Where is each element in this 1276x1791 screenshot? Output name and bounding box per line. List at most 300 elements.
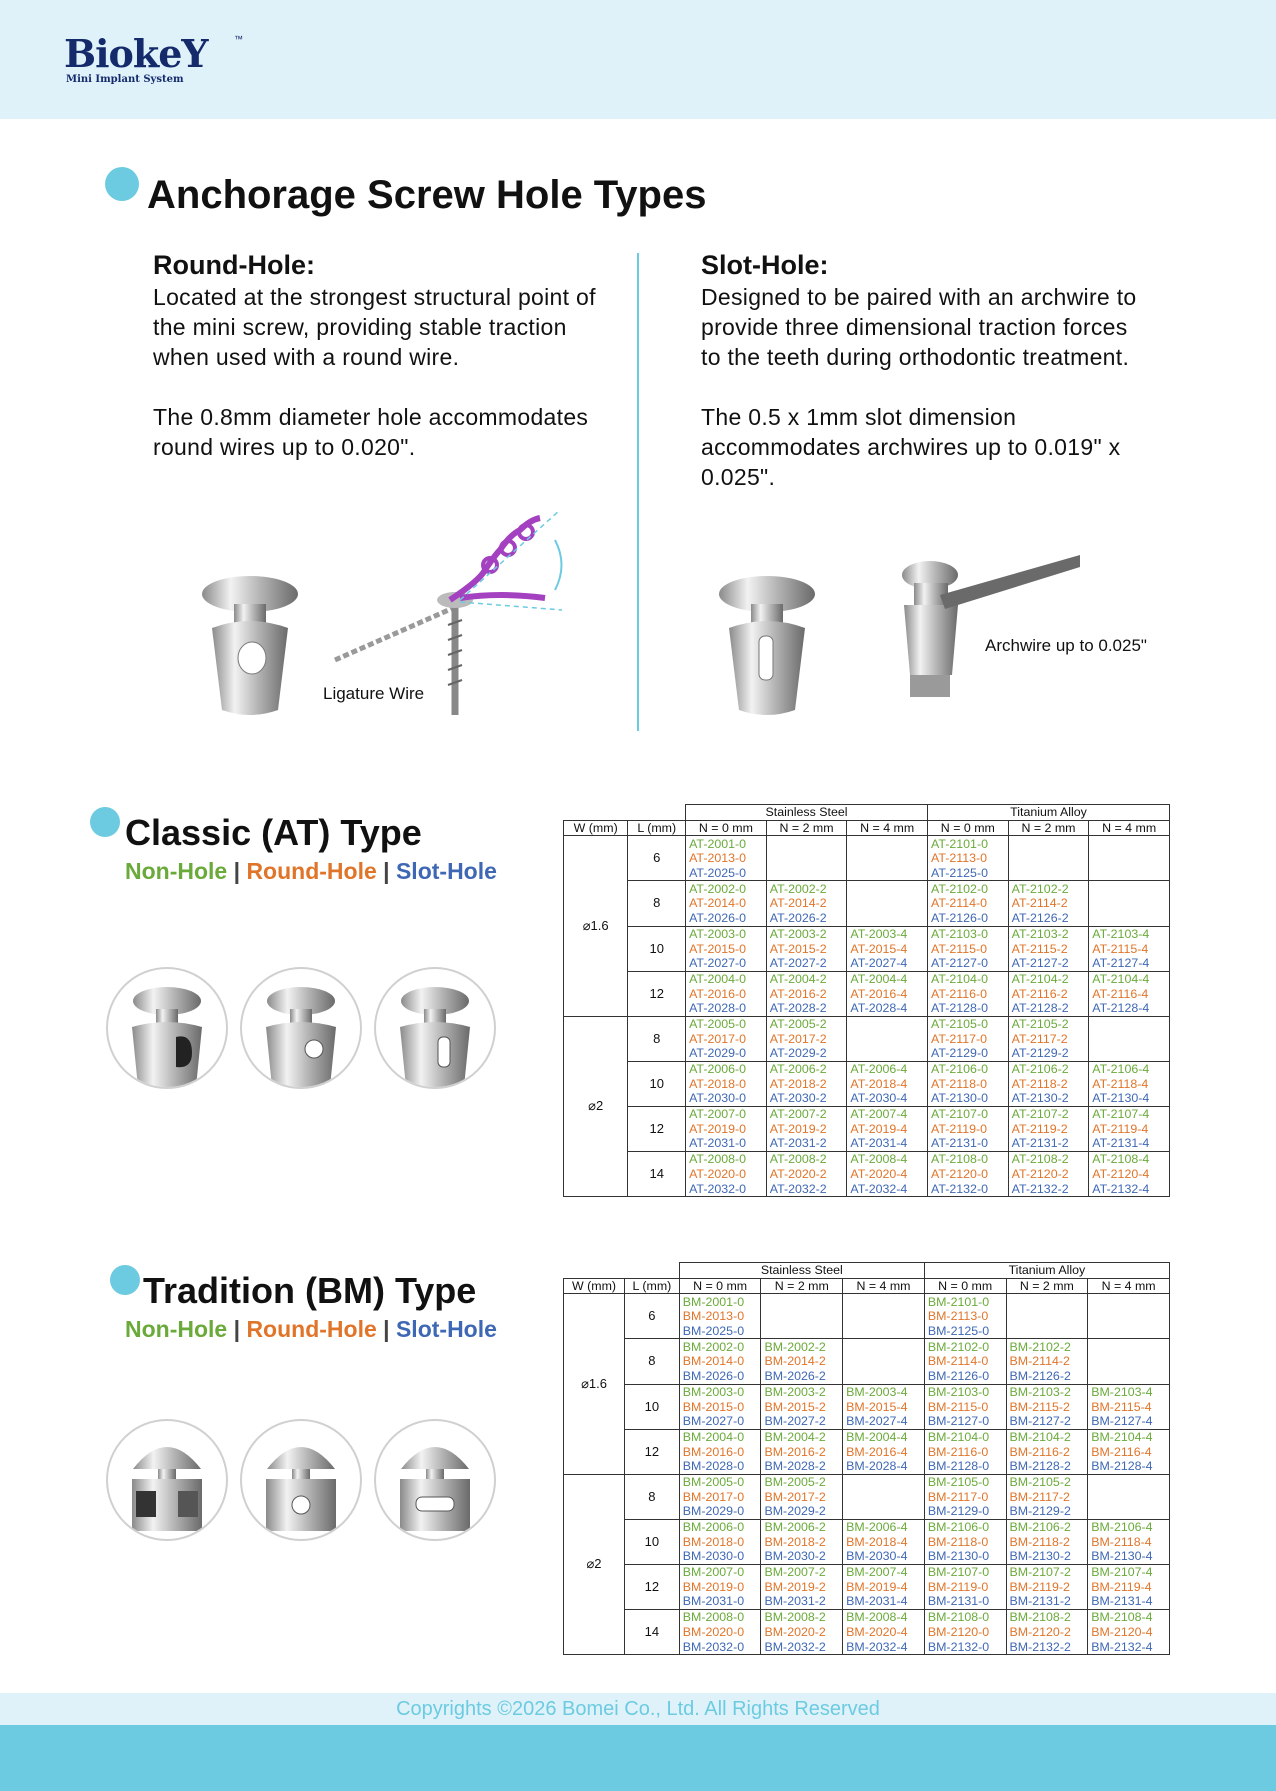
part-prefix: AT [1092,1091,1107,1106]
part-prefix: BM [927,1339,947,1354]
legend-round-hole: Round-Hole [246,1316,377,1342]
part-number-cell: BM-2030-0 [679,1549,761,1564]
part-prefix: AT [1092,1152,1107,1167]
column-header: N = 0 mm [928,820,1009,836]
part-prefix: BM [682,1624,702,1639]
part-code: 2004-4 [868,971,908,986]
part-number-cell [1008,836,1089,851]
part-code: 2016-2 [788,986,827,1001]
part-code: 2125-0 [950,1324,990,1339]
part-code: 2107-0 [950,1565,990,1580]
part-code: 2103-2 [1032,1384,1071,1399]
part-code: 2016-0 [707,986,747,1001]
part-code: 2003-2 [788,926,827,941]
part-number-cell [843,1504,925,1519]
part-prefix: BM [764,1384,784,1399]
part-number-cell: BM-2016-4 [843,1444,925,1459]
part-number-cell [766,836,847,851]
part-number-cell [1088,1294,1170,1309]
part-code: 2104-0 [949,971,988,986]
part-code: 2015-4 [868,1399,908,1414]
part-number-cell: AT-2002-0 [686,881,767,896]
part-code: 2026-0 [707,911,747,926]
part-number-cell: AT-2116-0 [928,986,1009,1001]
table-row [564,1429,1170,1444]
part-number-cell: BM-2029-0 [679,1504,761,1519]
column-header: N = 0 mm [679,1278,761,1294]
part-number-cell: BM-2130-4 [1088,1549,1170,1564]
table-row [564,1474,1170,1489]
part-number-cell [761,1309,843,1324]
slot-hole-title: Slot-Hole: [701,250,829,280]
part-prefix: BM [1009,1459,1029,1474]
part-code: 2002-0 [707,881,747,896]
logo-trademark: ™ [234,34,243,44]
part-prefix: AT [689,881,704,896]
part-number-cell [1008,866,1089,881]
part-prefix: AT [1092,971,1107,986]
part-prefix: BM [927,1549,947,1564]
part-code: 2032-2 [788,1181,827,1196]
part-prefix: BM [764,1504,784,1519]
part-code: 2019-2 [788,1121,827,1136]
part-prefix: BM [1091,1565,1110,1580]
part-prefix: BM [1091,1459,1110,1474]
part-prefix: AT [1092,1001,1107,1016]
part-code: 2106-2 [1032,1520,1071,1535]
part-code: 2115-0 [950,1399,989,1414]
part-number-cell [843,1294,925,1309]
part-code: 2103-0 [949,926,988,941]
part-prefix: BM [682,1459,702,1474]
part-prefix: BM [764,1639,784,1654]
part-number-cell: BM-2018-2 [761,1534,843,1549]
slot-hole-paragraph-2: The 0.5 x 1mm slot dimension accommodates archwires up to 0.019" x 0.025". [701,404,1121,490]
part-prefix: AT [689,1107,704,1122]
part-prefix: BM [682,1414,702,1429]
part-number-cell: BM-2025-0 [679,1324,761,1339]
part-number-cell: BM-2129-0 [924,1504,1006,1519]
column-header: L (mm) [628,820,686,836]
legend-non-hole: Non-Hole [125,1316,228,1342]
part-code: 2126-2 [1030,911,1069,926]
at-non-hole-image [106,967,228,1089]
part-number-cell [843,1369,925,1384]
part-code: 2018-0 [705,1534,745,1549]
part-prefix: BM [682,1534,702,1549]
part-prefix: AT [850,956,865,971]
part-prefix: BM [927,1474,947,1489]
part-prefix: BM [682,1309,702,1324]
part-number-cell: AT-2019-0 [686,1121,767,1136]
part-number-cell: BM-2130-0 [924,1549,1006,1564]
part-number-cell: BM-2020-0 [679,1625,761,1640]
part-code: 2115-2 [1030,941,1068,956]
part-code: 2120-4 [1110,1166,1150,1181]
part-code: 2130-0 [949,1091,988,1106]
part-prefix: BM [927,1309,947,1324]
part-number-cell [1088,1339,1170,1354]
part-prefix: BM [764,1610,784,1625]
part-prefix: AT [689,836,704,851]
part-number-cell [847,866,928,881]
part-prefix: AT [931,1016,946,1031]
part-prefix: AT [1092,1121,1107,1136]
part-prefix: AT [689,866,704,881]
table-row [564,1519,1170,1534]
part-number-cell: AT-2020-2 [766,1167,847,1182]
part-code: 2020-2 [788,1166,827,1181]
part-code: 2118-0 [949,1076,988,1091]
part-prefix: AT [931,1031,946,1046]
part-code: 2129-2 [1032,1504,1071,1519]
part-code: 2029-0 [707,1046,747,1061]
part-prefix: BM [1009,1565,1029,1580]
part-code: 2005-0 [705,1474,745,1489]
part-code: 2006-4 [868,1062,908,1077]
part-number-cell: AT-2117-0 [928,1031,1009,1046]
part-prefix: AT [1092,986,1107,1001]
table-row [564,1106,1170,1121]
part-code: 2015-2 [787,1399,826,1414]
part-number-cell: AT-2003-0 [686,926,767,941]
part-number-cell: AT-2005-0 [686,1016,767,1031]
part-number-cell [1006,1309,1088,1324]
part-number-cell: AT-2005-2 [766,1016,847,1031]
part-code: 2006-0 [707,1062,747,1077]
part-prefix: BM [764,1565,784,1580]
part-number-cell: BM-2104-2 [1006,1429,1088,1444]
part-prefix: BM [927,1639,947,1654]
part-number-cell: BM-2018-4 [843,1534,925,1549]
part-code: 2120-2 [1030,1166,1069,1181]
part-number-cell: BM-2018-0 [679,1534,761,1549]
slot-hole-description [701,282,1151,522]
part-prefix: AT [769,1062,784,1077]
part-number-cell: BM-2130-2 [1006,1549,1088,1564]
part-number-cell: AT-2118-2 [1008,1076,1089,1091]
part-prefix: BM [927,1324,947,1339]
part-number-cell: AT-2115-0 [928,941,1009,956]
part-number-cell: AT-2131-0 [928,1136,1009,1151]
part-prefix: AT [769,1107,784,1122]
part-prefix: AT [850,1121,865,1136]
bm-non-hole-image [106,1419,228,1541]
part-code: 2020-0 [705,1624,745,1639]
part-number-cell: AT-2119-2 [1008,1121,1089,1136]
part-code: 2105-0 [949,1016,988,1031]
part-prefix: BM [682,1594,702,1609]
part-code: 2105-0 [950,1474,990,1489]
part-prefix: BM [846,1639,865,1654]
part-code: 2019-2 [787,1579,826,1594]
part-number-cell: BM-2131-2 [1006,1594,1088,1609]
part-code: 2019-4 [868,1121,908,1136]
part-prefix: AT [850,1181,865,1196]
round-hole-paragraph-1: Located at the strongest structural point of the mini screw, providing stable traction when used with a round wire. [153,284,596,370]
part-code: 2113-0 [950,1309,989,1324]
part-prefix: AT [1011,1152,1026,1167]
part-prefix: BM [682,1504,702,1519]
part-code: 2004-4 [868,1429,908,1444]
part-prefix: AT [769,881,784,896]
part-number-cell: BM-2106-0 [924,1519,1006,1534]
table-row [564,1609,1170,1624]
part-number-cell: AT-2027-0 [686,956,767,971]
part-number-cell: BM-2117-2 [1006,1489,1088,1504]
part-number-cell: AT-2103-4 [1089,926,1170,941]
part-code: 2006-4 [868,1520,908,1535]
length-cell: 14 [625,1609,680,1654]
part-code: 2030-2 [788,1091,827,1106]
part-number-cell [1006,1294,1088,1309]
part-number-cell: AT-2015-0 [686,941,767,956]
column-header: N = 2 mm [1008,820,1089,836]
part-prefix: BM [927,1459,947,1474]
part-number-cell [843,1489,925,1504]
section-bullet-icon [110,1265,140,1295]
part-number-cell: AT-2015-4 [847,941,928,956]
part-number-cell: AT-2016-4 [847,986,928,1001]
part-number-cell [847,1046,928,1061]
part-code: 2115-4 [1113,1399,1152,1414]
part-prefix: AT [1092,926,1107,941]
part-number-cell: BM-2129-2 [1006,1504,1088,1519]
part-code: 2028-4 [868,1001,908,1016]
part-number-cell [843,1309,925,1324]
part-prefix: BM [764,1444,784,1459]
part-number-cell [1089,896,1170,911]
part-prefix: AT [931,1001,946,1016]
round-hole-screw-image [190,570,310,720]
part-code: 2130-0 [950,1549,990,1564]
part-number-cell [847,896,928,911]
part-number-cell [1008,851,1089,866]
length-cell: 10 [625,1519,680,1564]
part-code: 2031-4 [868,1594,908,1609]
part-number-cell: BM-2032-4 [843,1639,925,1654]
part-prefix: BM [846,1459,865,1474]
part-code: 2106-0 [950,1520,990,1535]
part-number-cell: AT-2032-2 [766,1181,847,1196]
part-prefix: AT [769,1121,784,1136]
part-prefix: BM [682,1639,702,1654]
part-code: 2131-0 [949,1136,988,1151]
part-prefix: AT [850,1062,865,1077]
part-prefix: AT [769,1091,784,1106]
part-number-cell: BM-2002-2 [761,1339,843,1354]
bm-type-title: Tradition (BM) Type [143,1270,477,1311]
part-number-cell: AT-2107-4 [1089,1106,1170,1121]
part-number-cell: BM-2008-0 [679,1609,761,1624]
part-code: 2018-4 [868,1076,908,1091]
part-number-cell: BM-2125-0 [924,1324,1006,1339]
part-number-cell: BM-2015-2 [761,1399,843,1414]
part-number-cell: AT-2120-2 [1008,1167,1089,1182]
part-number-cell [843,1339,925,1354]
part-code: 2030-4 [868,1091,908,1106]
part-number-cell: BM-2005-2 [761,1474,843,1489]
part-code: 2128-2 [1032,1459,1071,1474]
part-number-cell: AT-2032-0 [686,1181,767,1196]
part-number-cell: BM-2128-0 [924,1459,1006,1474]
part-prefix: AT [1011,986,1026,1001]
part-number-cell [1088,1324,1170,1339]
part-number-cell: BM-2014-0 [679,1354,761,1369]
part-number-cell: AT-2119-0 [928,1121,1009,1136]
part-number-cell [847,836,928,851]
part-prefix: AT [689,986,704,1001]
part-prefix: AT [769,956,784,971]
part-number-cell: AT-2106-2 [1008,1061,1089,1076]
part-code: 2119-2 [1032,1579,1070,1594]
part-number-cell: BM-2014-2 [761,1354,843,1369]
part-code: 2114-2 [1030,896,1068,911]
part-prefix: AT [850,941,865,956]
part-code: 2003-0 [705,1384,745,1399]
part-prefix: BM [1009,1520,1029,1535]
part-number-cell: AT-2026-0 [686,911,767,926]
header-titanium-alloy: Titanium Alloy [924,1263,1169,1279]
part-code: 2016-4 [868,986,908,1001]
part-number-cell: BM-2103-4 [1088,1384,1170,1399]
legend-slot-hole: Slot-Hole [395,858,497,884]
part-prefix: BM [1009,1639,1029,1654]
length-cell: 12 [628,1106,686,1151]
part-prefix: BM [927,1594,947,1609]
part-number-cell: AT-2104-2 [1008,971,1089,986]
part-prefix: AT [769,1181,784,1196]
part-code: 2104-2 [1032,1429,1071,1444]
part-number-cell: BM-2027-4 [843,1414,925,1429]
part-code: 2130-2 [1032,1549,1071,1564]
part-number-cell: BM-2120-4 [1088,1625,1170,1640]
part-code: 2017-0 [705,1489,745,1504]
part-code: 2027-4 [868,1414,908,1429]
legend-separator: | [383,1316,390,1342]
part-code: 2028-4 [868,1459,908,1474]
footer-band-dark [0,1725,1276,1791]
part-prefix: BM [1091,1384,1110,1399]
part-code: 2026-2 [788,911,827,926]
part-number-cell: AT-2132-2 [1008,1181,1089,1196]
part-prefix: AT [850,1152,865,1167]
at-legend [125,858,497,885]
part-prefix: BM [927,1610,947,1625]
part-prefix: AT [1092,1166,1107,1181]
width-cell: ⌀2 [564,1474,625,1654]
part-number-cell: BM-2118-4 [1088,1534,1170,1549]
table-row [564,836,1170,851]
part-prefix: AT [931,1152,946,1167]
part-prefix: AT [769,1016,784,1031]
part-number-cell: BM-2132-2 [1006,1639,1088,1654]
part-number-cell: BM-2132-4 [1088,1639,1170,1654]
part-number-cell: BM-2131-0 [924,1594,1006,1609]
part-code: 2118-4 [1110,1076,1149,1091]
part-code: 2106-2 [1030,1062,1069,1077]
part-code: 2003-0 [707,926,747,941]
part-number-cell: AT-2117-2 [1008,1031,1089,1046]
part-number-cell: BM-2016-2 [761,1444,843,1459]
part-number-cell: AT-2001-0 [686,836,767,851]
column-divider [637,253,639,731]
part-number-cell: AT-2003-4 [847,926,928,941]
part-number-cell: BM-2114-0 [924,1354,1006,1369]
part-prefix: BM [1009,1369,1029,1384]
part-code: 2028-2 [787,1459,826,1474]
length-cell: 6 [625,1294,680,1339]
part-code: 2004-0 [705,1429,745,1444]
part-number-cell: AT-2115-2 [1008,941,1089,956]
part-prefix: BM [1091,1429,1110,1444]
part-prefix: AT [769,1046,784,1061]
part-code: 2116-4 [1113,1444,1152,1459]
part-code: 2128-0 [950,1459,990,1474]
part-number-cell: BM-2030-2 [761,1549,843,1564]
part-prefix: BM [927,1520,947,1535]
part-code: 2018-2 [788,1076,827,1091]
part-code: 2125-0 [949,866,988,881]
part-code: 2115-0 [949,941,988,956]
length-cell: 10 [628,1061,686,1106]
part-prefix: AT [931,971,946,986]
part-number-cell: AT-2006-2 [766,1061,847,1076]
part-prefix: BM [764,1624,784,1639]
part-code: 2025-0 [707,866,747,881]
part-prefix: BM [846,1520,865,1535]
part-number-cell: BM-2116-0 [924,1444,1006,1459]
part-number-cell: AT-2032-4 [847,1181,928,1196]
part-prefix: AT [1011,1016,1026,1031]
part-number-cell: AT-2017-0 [686,1031,767,1046]
part-code: 2027-0 [705,1414,745,1429]
part-number-cell: BM-2132-0 [924,1639,1006,1654]
part-number-cell: AT-2115-4 [1089,941,1170,956]
part-number-cell [1006,1324,1088,1339]
part-number-cell [1088,1354,1170,1369]
part-code: 2101-0 [950,1294,990,1309]
part-prefix: BM [1009,1339,1029,1354]
part-code: 2118-2 [1032,1534,1070,1549]
part-number-cell: BM-2015-0 [679,1399,761,1414]
part-code: 2008-4 [868,1610,908,1625]
part-prefix: AT [931,1062,946,1077]
part-code: 2102-0 [950,1339,990,1354]
part-number-cell: AT-2128-2 [1008,1001,1089,1016]
part-number-cell: BM-2003-2 [761,1384,843,1399]
part-number-cell: AT-2118-0 [928,1076,1009,1091]
part-code: 2132-4 [1113,1639,1153,1654]
part-prefix: AT [931,956,946,971]
part-prefix: BM [1091,1594,1110,1609]
part-code: 2008-0 [705,1610,745,1625]
part-number-cell: AT-2130-4 [1089,1091,1170,1106]
part-number-cell: AT-2129-2 [1008,1046,1089,1061]
section-title-hole-types: Anchorage Screw Hole Types [147,173,707,217]
part-number-cell: BM-2013-0 [679,1309,761,1324]
part-prefix: BM [764,1520,784,1535]
part-number-cell: AT-2127-4 [1089,956,1170,971]
part-number-cell: AT-2127-2 [1008,956,1089,971]
bm-round-hole-image [240,1419,362,1541]
part-prefix: BM [846,1549,865,1564]
part-number-cell [1088,1489,1170,1504]
part-number-cell: BM-2030-4 [843,1549,925,1564]
part-code: 2028-0 [705,1459,745,1474]
table-row [564,1294,1170,1309]
part-number-cell: AT-2029-0 [686,1046,767,1061]
